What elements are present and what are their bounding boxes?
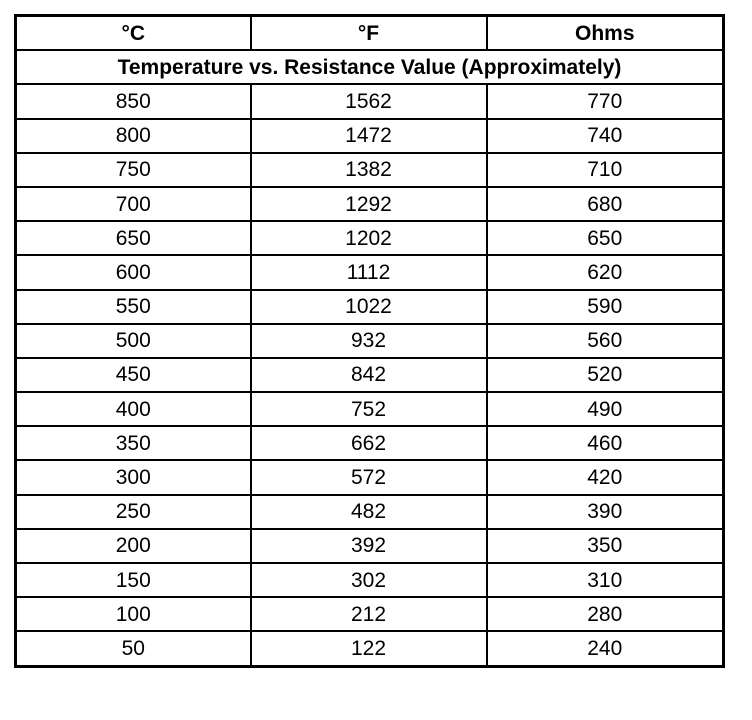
cell-ohms: 240 <box>487 631 724 666</box>
cell-ohms: 350 <box>487 529 724 563</box>
cell-celsius: 850 <box>16 84 251 118</box>
cell-fahrenheit: 662 <box>251 426 487 460</box>
table-row <box>16 221 724 255</box>
cell-celsius: 650 <box>16 221 251 255</box>
cell-fahrenheit: 932 <box>251 324 487 358</box>
cell-celsius: 550 <box>16 290 251 324</box>
subtitle-row <box>16 50 724 84</box>
table-row <box>16 460 724 494</box>
cell-ohms: 770 <box>487 84 724 118</box>
cell-ohms: 420 <box>487 460 724 494</box>
cell-celsius: 450 <box>16 358 251 392</box>
cell-ohms: 680 <box>487 187 724 221</box>
cell-celsius: 300 <box>16 460 251 494</box>
cell-fahrenheit: 392 <box>251 529 487 563</box>
cell-celsius: 150 <box>16 563 251 597</box>
cell-celsius: 200 <box>16 529 251 563</box>
header-row <box>16 16 724 51</box>
cell-celsius: 400 <box>16 392 251 426</box>
cell-fahrenheit: 1562 <box>251 84 487 118</box>
table-row <box>16 187 724 221</box>
cell-ohms: 560 <box>487 324 724 358</box>
table-header <box>16 16 724 51</box>
cell-fahrenheit: 1292 <box>251 187 487 221</box>
header-celsius: °C <box>16 16 251 51</box>
table-row <box>16 153 724 187</box>
cell-ohms: 310 <box>487 563 724 597</box>
table-row <box>16 358 724 392</box>
cell-fahrenheit: 572 <box>251 460 487 494</box>
table-row <box>16 324 724 358</box>
cell-fahrenheit: 752 <box>251 392 487 426</box>
cell-fahrenheit: 122 <box>251 631 487 666</box>
cell-celsius: 100 <box>16 597 251 631</box>
cell-celsius: 800 <box>16 119 251 153</box>
table-subtitle: Temperature vs. Resistance Value (Approximately) <box>16 50 724 84</box>
table-row <box>16 392 724 426</box>
cell-celsius: 600 <box>16 255 251 289</box>
cell-celsius: 700 <box>16 187 251 221</box>
cell-ohms: 740 <box>487 119 724 153</box>
table-row <box>16 495 724 529</box>
cell-ohms: 520 <box>487 358 724 392</box>
header-fahrenheit: °F <box>251 16 487 51</box>
cell-fahrenheit: 1472 <box>251 119 487 153</box>
cell-fahrenheit: 842 <box>251 358 487 392</box>
cell-fahrenheit: 1202 <box>251 221 487 255</box>
cell-celsius: 350 <box>16 426 251 460</box>
header-ohms: Ohms <box>487 16 724 51</box>
cell-ohms: 390 <box>487 495 724 529</box>
table-row <box>16 84 724 118</box>
cell-celsius: 50 <box>16 631 251 666</box>
cell-ohms: 650 <box>487 221 724 255</box>
cell-fahrenheit: 302 <box>251 563 487 597</box>
table-row <box>16 426 724 460</box>
table-row <box>16 529 724 563</box>
table-row <box>16 119 724 153</box>
cell-ohms: 490 <box>487 392 724 426</box>
cell-ohms: 460 <box>487 426 724 460</box>
cell-fahrenheit: 1382 <box>251 153 487 187</box>
cell-fahrenheit: 482 <box>251 495 487 529</box>
table-row <box>16 597 724 631</box>
table-body <box>16 50 724 666</box>
cell-fahrenheit: 1022 <box>251 290 487 324</box>
table-row <box>16 563 724 597</box>
cell-ohms: 710 <box>487 153 724 187</box>
cell-ohms: 620 <box>487 255 724 289</box>
table-row <box>16 631 724 666</box>
table-row <box>16 255 724 289</box>
cell-ohms: 280 <box>487 597 724 631</box>
temperature-resistance-table <box>14 14 725 668</box>
cell-fahrenheit: 1112 <box>251 255 487 289</box>
cell-ohms: 590 <box>487 290 724 324</box>
cell-fahrenheit: 212 <box>251 597 487 631</box>
table-row <box>16 290 724 324</box>
cell-celsius: 500 <box>16 324 251 358</box>
cell-celsius: 750 <box>16 153 251 187</box>
cell-celsius: 250 <box>16 495 251 529</box>
